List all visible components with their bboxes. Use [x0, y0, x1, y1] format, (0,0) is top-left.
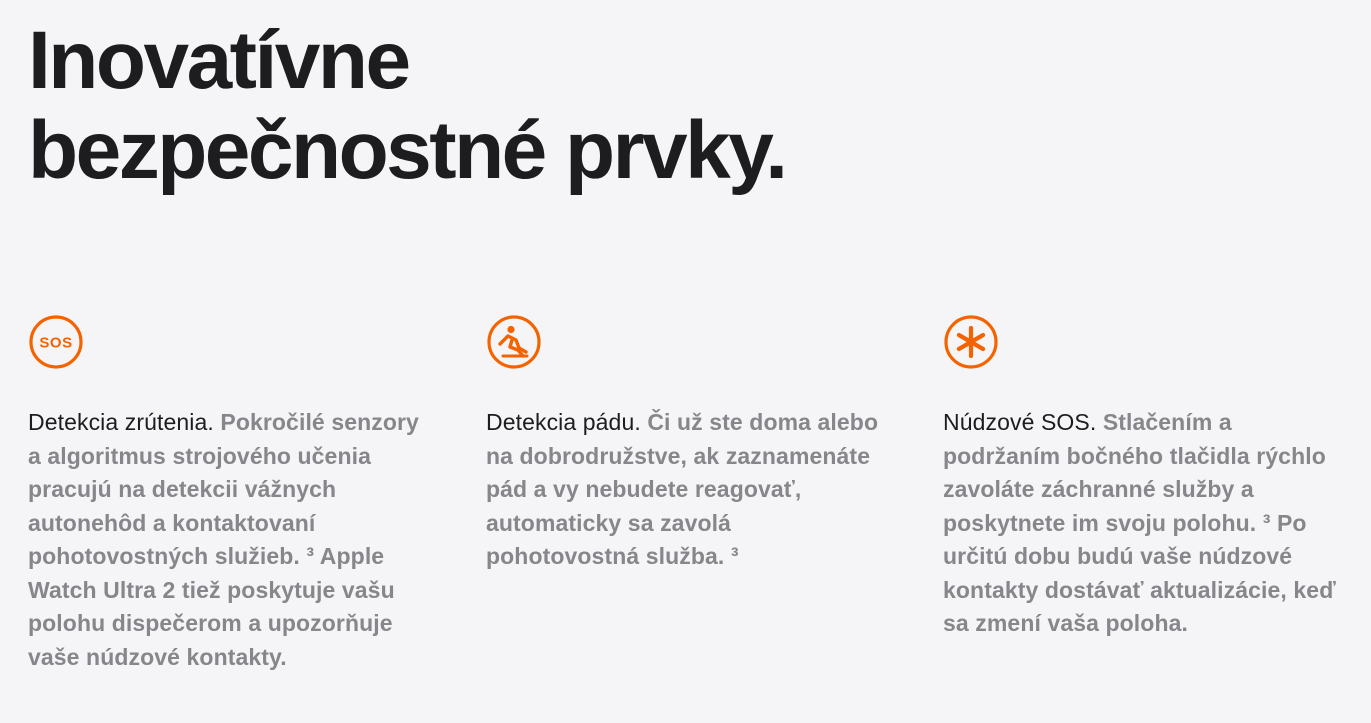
sos-icon: [28, 314, 84, 370]
fall-detection-icon: [486, 314, 542, 370]
headline-line-2: bezpečnostné prvky.: [28, 105, 786, 196]
svg-text:SOS: SOS: [39, 334, 73, 352]
emergency-asterisk-icon: [943, 314, 999, 370]
headline-line-1: Inovatívne: [28, 15, 409, 106]
feature-emergency-sos-text: [943, 406, 1343, 641]
feature-fall-detection: [486, 314, 886, 574]
feature-crash-detection: [28, 314, 428, 674]
feature-body: Pokročilé senzory a algoritmus strojového učenia pracujú na detekcii vážnych autonehôd a kontaktovaní pohotovostných služieb. ³ Apple Watch Ultra 2 tiež poskytuje vašu polohu dispečerom a upozorňuje vaše núdzové kontakty.: [28, 409, 419, 670]
feature-emergency-sos: [943, 314, 1343, 641]
feature-body: Stlačením a podržaním bočného tlačidla rýchlo zavoláte záchranné služby a poskytnete im svoju polohu. ³ Po určitú dobu budú vaše núdzové kontakty dostávať aktualizácie, keď sa zmení vaša poloha.: [943, 409, 1336, 636]
feature-title: Detekcia zrútenia.: [28, 409, 214, 435]
feature-body: Či už ste doma alebo na dobrodružstve, ak zaznamenáte pád a vy nebudete reagovať, automaticky sa zavolá pohotovostná služba. ³: [486, 409, 879, 569]
feature-crash-detection-text: [28, 406, 428, 674]
feature-title: Detekcia pádu.: [486, 409, 641, 435]
feature-fall-detection-text: [486, 406, 886, 574]
feature-title: Núdzové SOS.: [943, 409, 1097, 435]
page-headline: [28, 16, 786, 196]
